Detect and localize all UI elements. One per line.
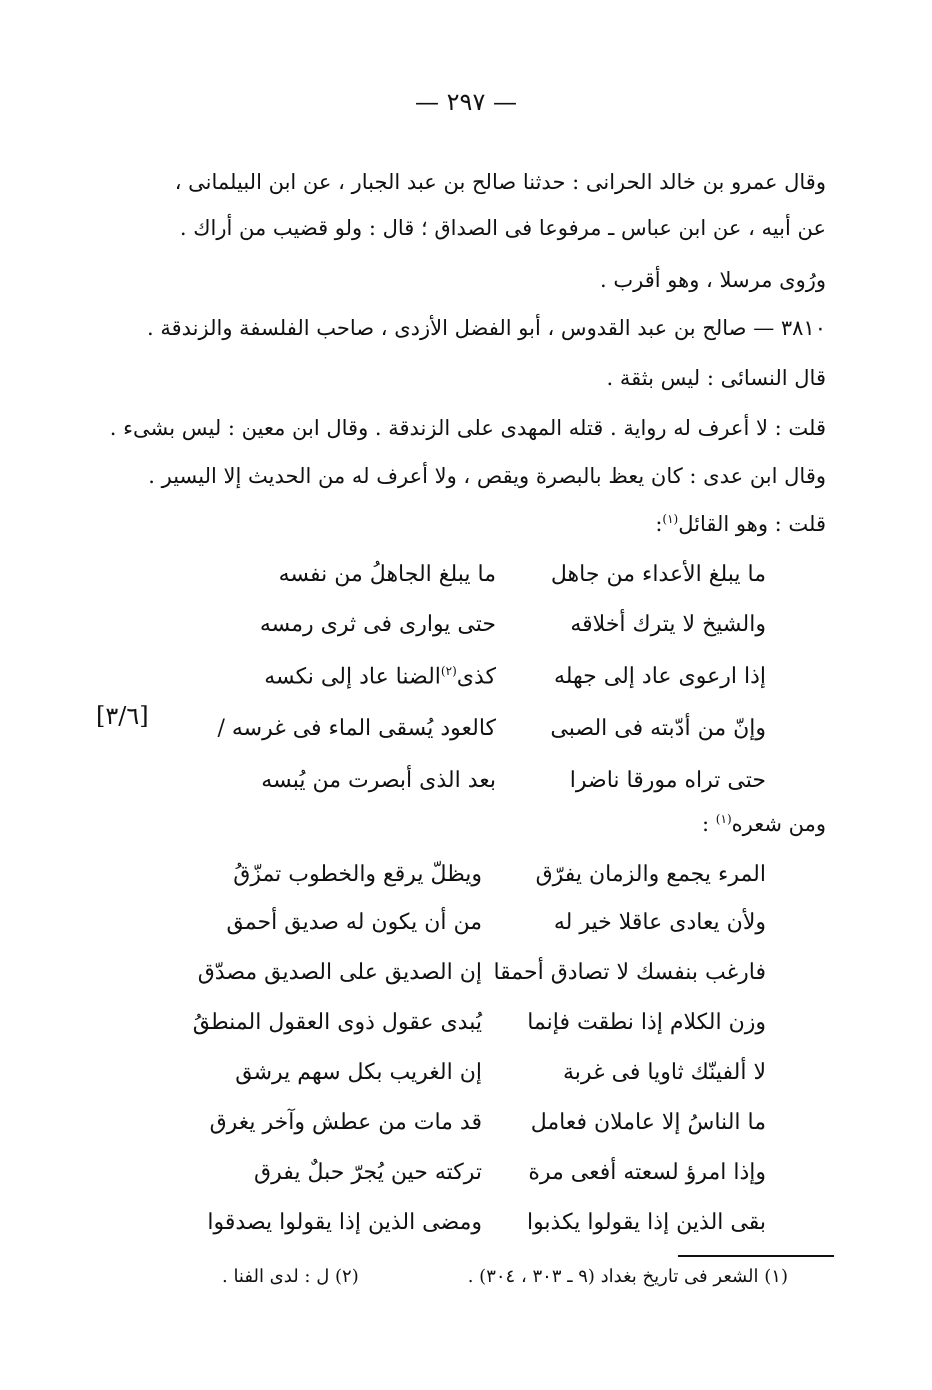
verse-hemistich-second: ويظلّ يرقع والخطوب تمزّقُ [233, 862, 482, 887]
verse-hemistich-second [236, 664, 496, 689]
verse-hemistich-second: حتى يوارى فى ثرى رمسه [259, 612, 496, 637]
verse-hemistich-first: المرء يجمع والزمان يفرّق [535, 862, 766, 887]
prose-line: وقال عمرو بن خالد الحرانى : حدثنا صالح بن عبد الجبار ، عن ابن البيلمانى ، [174, 170, 826, 194]
verse-hemistich-second: تركته حين يُجرّ حبلٌ يفرق [254, 1160, 482, 1185]
verse-hemistich-first: ما الناسُ إلا عاملان فعامل [530, 1110, 766, 1135]
verse-row [222, 910, 766, 950]
verse-hemistich-first: وإنّ من أدّبته فى الصبى [550, 716, 766, 741]
colon: : [702, 812, 710, 836]
prose-line [158, 512, 826, 536]
footnote-2: (٢) ل : لدى الفنا . [222, 1266, 359, 1287]
poem-intro-line [158, 812, 826, 836]
verse-hemistich-first: لا ألفينّك ثاويا فى غربة [563, 1060, 766, 1085]
prose-line: ورُوى مرسلا ، وهو أقرب . [600, 268, 826, 292]
verse-hemistich-first: حتى تراه مورقا ناضرا [569, 768, 766, 793]
colon: : [655, 512, 663, 536]
entry-heading-line: ٣٨١٠ — صالح بن عبد القدوس ، أبو الفضل الأزدى ، صاحب الفلسفة والزندقة . [147, 316, 826, 340]
verse-hemistich-second: قد مات من عطش وآخر يغرق [209, 1110, 482, 1135]
verse-row [236, 562, 766, 602]
margin-page-reference: [٣/٦] [96, 702, 149, 730]
verse-row [209, 1110, 766, 1150]
verse-row [236, 664, 766, 704]
verse-row [197, 960, 766, 1000]
verse-hemistich-second: ومضى الذين إذا يقولوا يصدقوا [207, 1210, 482, 1235]
verse-hemistich-second: ما يبلغ الجاهلُ من نفسه [278, 562, 496, 587]
verse-hemistich-second: يُبدى عقول ذوى العقول المنطقُ [192, 1010, 482, 1035]
verse-hemistich-first: ما يبلغ الأعداء من جاهل [550, 562, 766, 587]
verse-hemistich-first: وزن الكلام إذا نطقت فإنما [527, 1010, 766, 1035]
verse-row [236, 768, 766, 808]
verse-row [207, 1210, 766, 1250]
prose-text: قلت : وهو القائل [678, 512, 826, 536]
prose-line: قلت : لا أعرف له رواية . قتله المهدى على الزندقة . وقال ابن معين : ليس بشىء . [109, 416, 826, 440]
footnote-marker: (١) [662, 512, 679, 526]
verse-hemistich-second: إن الصديق على الصديق مصدّق [197, 960, 482, 985]
verse-hemistich-first: والشيخ لا يترك أخلاقه [570, 612, 766, 637]
verse-hemistich-first: بقى الذين إذا يقولوا يكذبوا [526, 1210, 766, 1235]
verse-prefix: كذى [456, 664, 496, 690]
verse-hemistich-second: إن الغريب بكل سهم يرشق [235, 1060, 482, 1085]
prose-line: قال النسائى : ليس بثقة . [606, 366, 826, 390]
verse-row [192, 1010, 766, 1050]
verse-hemistich-first: فارغب بنفسك لا تصادق أحمقا [493, 960, 766, 985]
footnote-divider [678, 1255, 834, 1257]
verse-row [222, 1060, 766, 1100]
verse-text: الضنا عاد إلى نكسه [264, 664, 441, 690]
verse-hemistich-second: بعد الذى أبصرت من يُبسه [261, 768, 496, 793]
verse-hemistich-first: ولأن يعادى عاقلا خير له [553, 910, 766, 935]
verse-hemistich-first: وإذا امرؤ لسعته أفعى مرة [528, 1160, 766, 1185]
footnote-marker: (٢) [440, 664, 457, 678]
verse-row [222, 862, 766, 902]
page-number: — ٢٩٧ — [415, 88, 517, 116]
verse-row [217, 716, 766, 756]
verse-hemistich-first: إذا ارعوى عاد إلى جهله [553, 664, 766, 689]
prose-line: وقال ابن عدى : كان يعظ بالبصرة ويقص ، ولا أعرف له من الحديث إلا اليسير . [148, 464, 826, 488]
verse-row [236, 612, 766, 652]
verse-hemistich-second: كالعود يُسقى الماء فى غرسه / [217, 716, 496, 741]
poem-intro: ومن شعره [731, 812, 826, 836]
verse-row [222, 1160, 766, 1200]
prose-line: عن أبيه ، عن ابن عباس ـ مرفوعا فى الصداق ؛ قال : ولو قضيب من أراك . [179, 216, 826, 240]
verse-hemistich-second: من أن يكون له صديق أحمق [226, 910, 482, 935]
footnote-marker: (١) [715, 812, 732, 826]
footnote-1: (١) الشعر فى تاريخ بغداد (٩ ـ ٣٠٣ ، ٣٠٤) . [467, 1266, 788, 1287]
